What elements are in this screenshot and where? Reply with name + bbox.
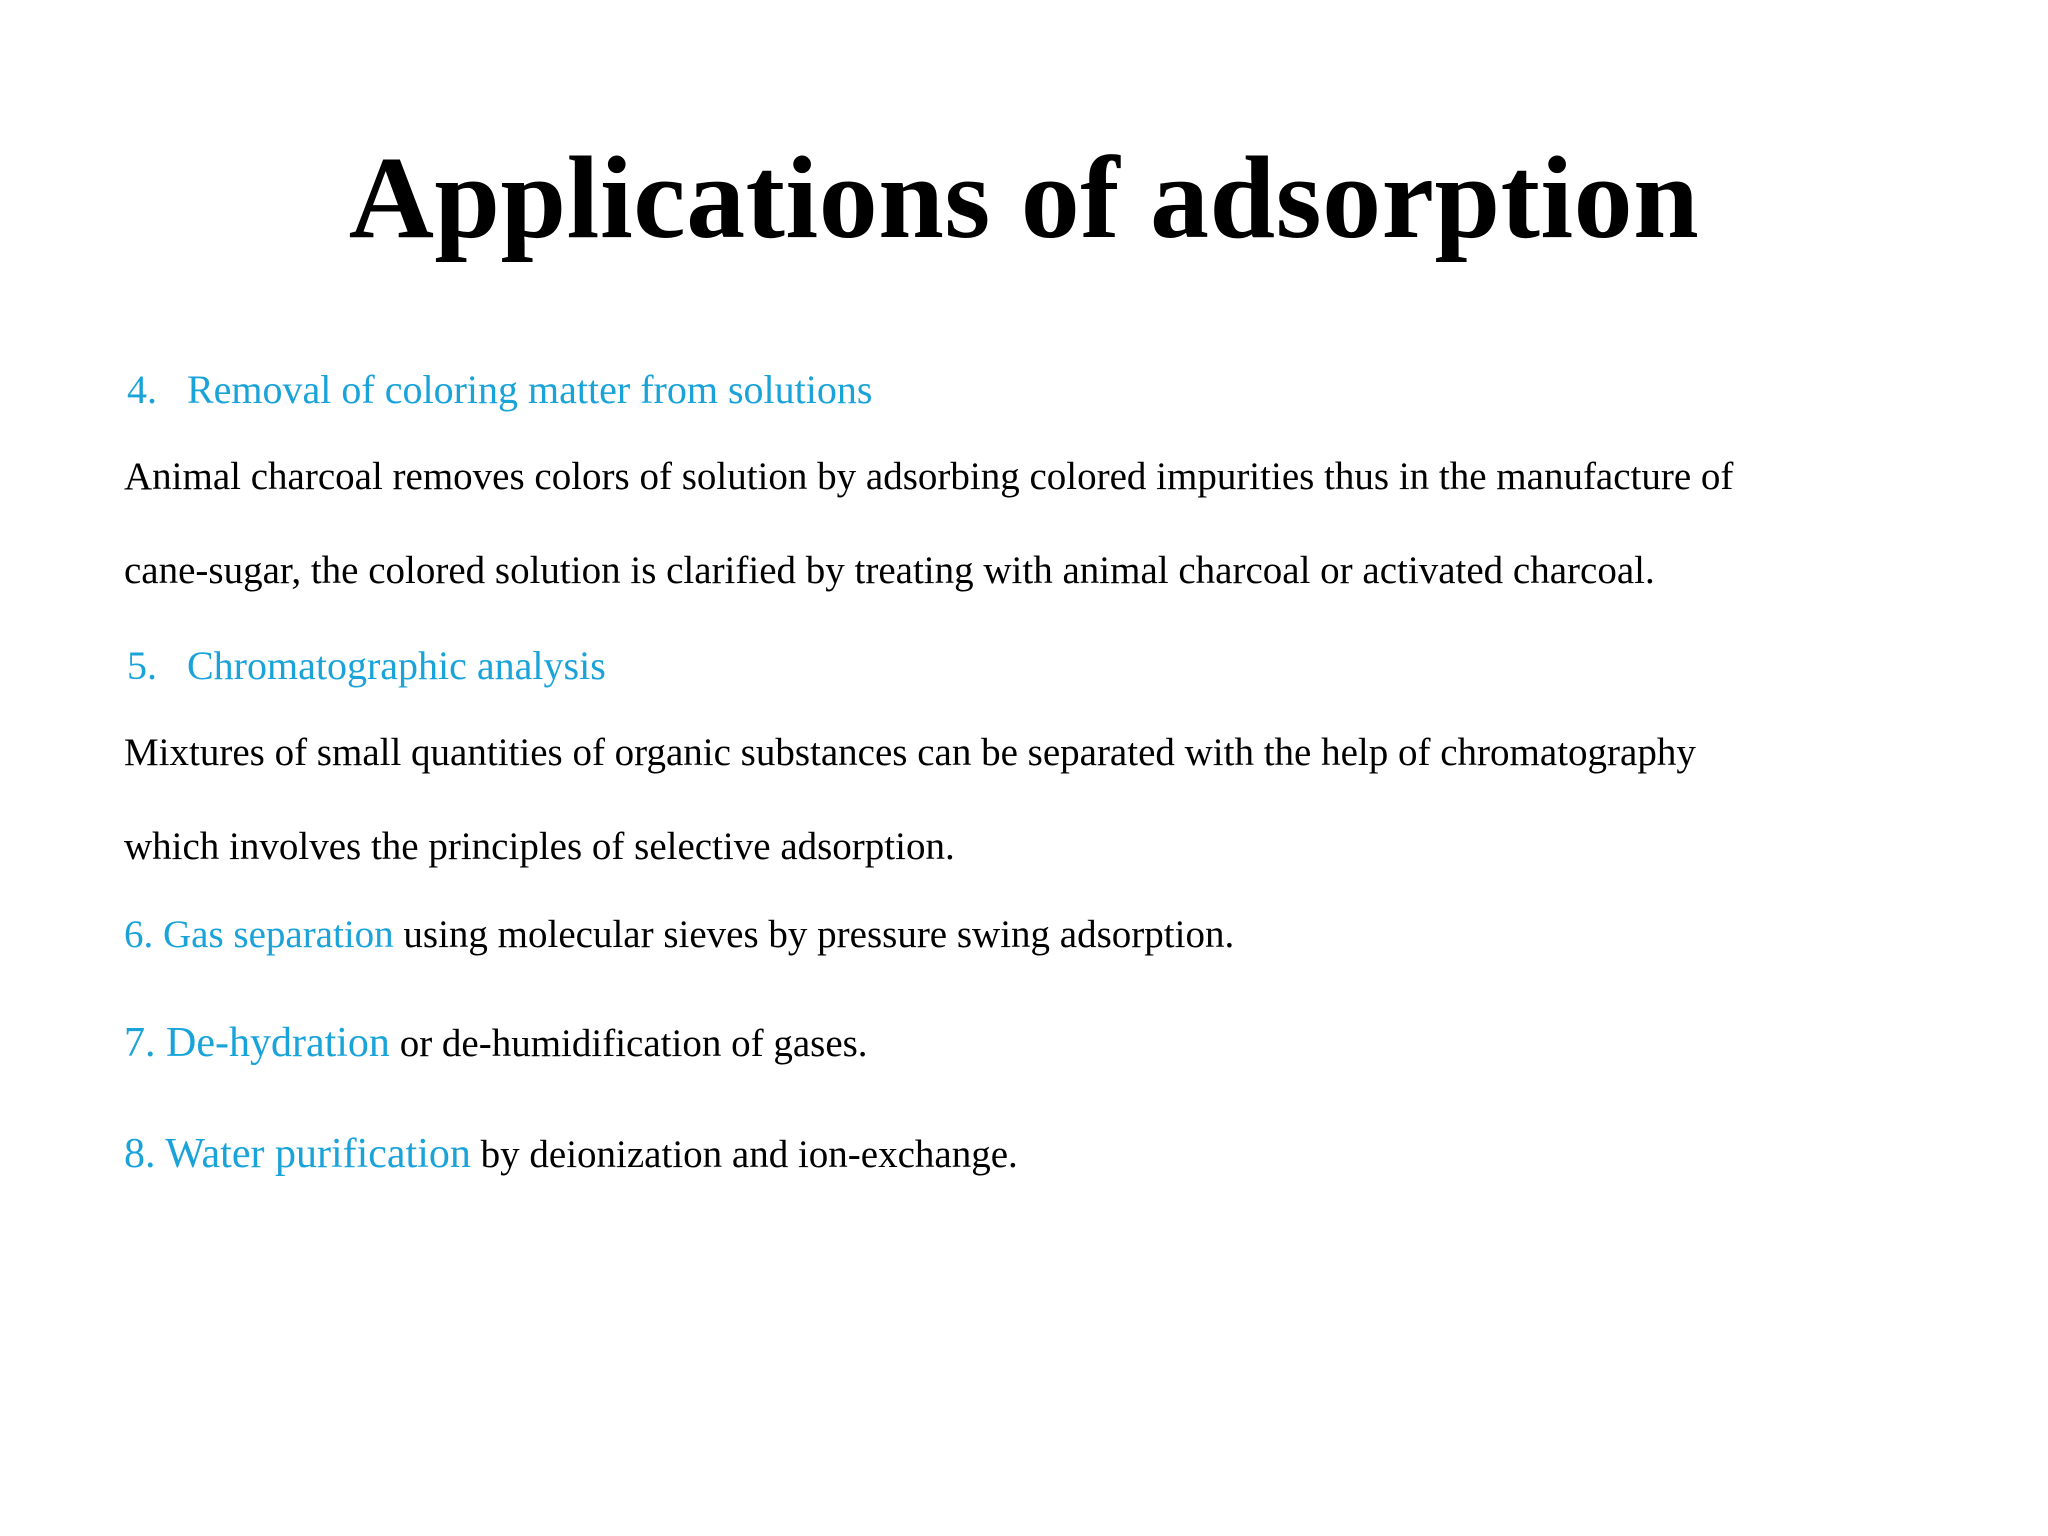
item-5-line-2: which involves the principles of selective adsorption. xyxy=(124,825,955,868)
item-7-text: or de-humidification of gases. xyxy=(389,1022,868,1065)
item-6-highlight: 6. Gas separation xyxy=(124,913,394,956)
item-4-line-2: cane-sugar, the colored solution is clarified by treating with animal charcoal or activated charcoal. xyxy=(124,549,1655,592)
item-5-heading xyxy=(124,638,1984,694)
item-8-text: by deionization and ion-exchange. xyxy=(470,1133,1018,1176)
item-4-line-1: Animal charcoal removes colors of solution by adsorbing colored impurities thus in the manufacture of xyxy=(124,455,1734,498)
slide-title: Applications of adsorption xyxy=(348,132,1700,263)
item-5-line-1: Mixtures of small quantities of organic substances can be separated with the help of chromatography xyxy=(124,731,1696,774)
item-7 xyxy=(124,1014,1984,1073)
item-4-heading xyxy=(124,362,1984,418)
item-8-highlight: 8. Water purification xyxy=(124,1131,471,1177)
item-4-heading-text: Removal of coloring matter from solutions xyxy=(187,367,873,412)
item-5-number: 5. xyxy=(127,643,157,688)
item-6 xyxy=(124,906,1984,964)
item-6-text: using molecular sieves by pressure swing adsorption. xyxy=(393,913,1235,956)
item-8 xyxy=(124,1125,1984,1184)
slide-content xyxy=(124,362,1984,1184)
item-4-number: 4. xyxy=(127,367,157,412)
item-7-highlight: 7. De-hydration xyxy=(124,1020,390,1066)
item-5-heading-text: Chromatographic analysis xyxy=(187,643,606,688)
